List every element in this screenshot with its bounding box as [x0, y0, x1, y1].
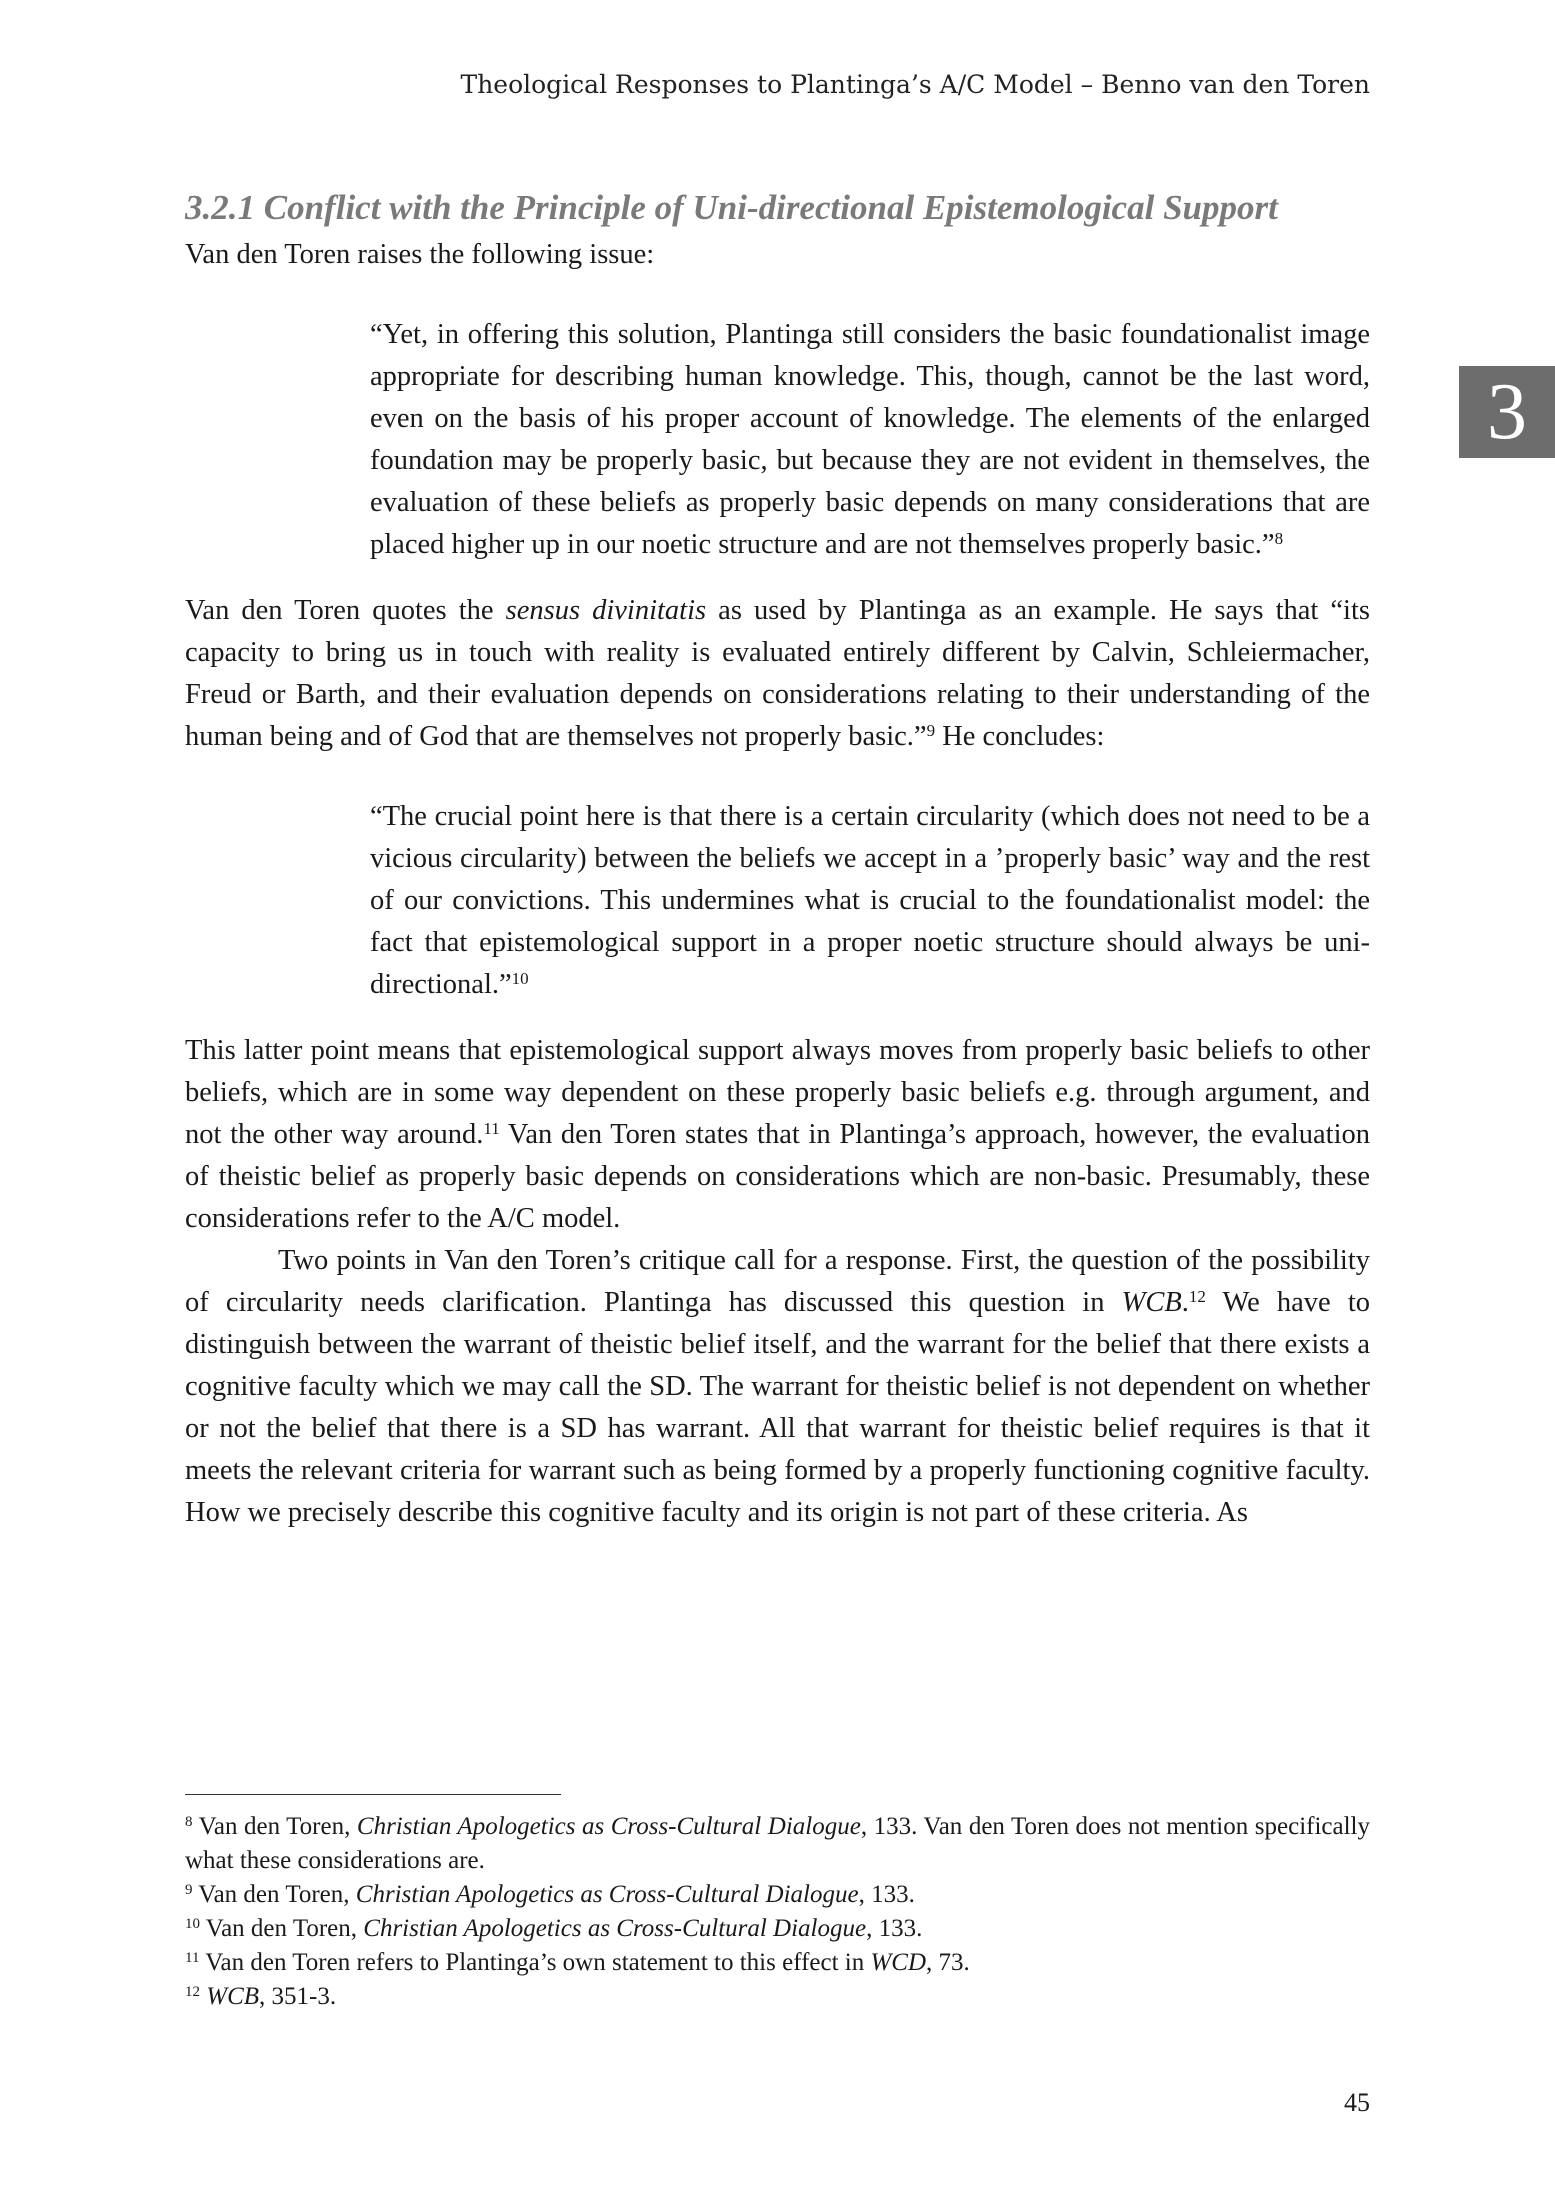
footnote-text: Van den Toren, [192, 1813, 357, 1840]
footnote-text: Van den Toren refers to Plantinga’s own statement to this effect in [199, 1949, 871, 1976]
footnote-text: , 133. [866, 1915, 923, 1942]
paragraph-intro: Van den Toren raises the following issue: [185, 238, 655, 270]
footnote [185, 1912, 1370, 1946]
footnote [185, 1878, 1370, 1912]
footnote-ref: 9 [926, 720, 936, 740]
footnote [185, 1946, 1370, 1980]
footnote [185, 1980, 1370, 2014]
paragraph-text: . [1181, 1286, 1189, 1318]
footnote-text: Van den Toren, [192, 1881, 356, 1908]
paragraph-sensus [185, 590, 1370, 758]
footnote-title: Christian Apologetics as Cross-Cultural Dialogue [363, 1915, 867, 1942]
footnote-title: Christian Apologetics as Cross-Cultural Dialogue [356, 1813, 861, 1840]
footnote-title: WCD [870, 1949, 927, 1976]
paragraph-text: Van den Toren quotes the [185, 594, 506, 626]
footnote-text: , 133. Van den Toren does not mention specifically what these considerations are. [185, 1813, 1370, 1874]
footnote-title: Christian Apologetics as Cross-Cultural Dialogue [355, 1881, 859, 1908]
footnote-title: WCB [206, 1983, 260, 2010]
block-quote-2 [370, 796, 1370, 1006]
footnote-ref: 10 [511, 968, 529, 988]
footnote-ref: 12 [1188, 1286, 1206, 1306]
footnote-divider [185, 1794, 561, 1795]
footnote-number: 10 [185, 1916, 200, 1932]
emphasis-text: WCB [1121, 1286, 1182, 1318]
paragraph-text: as used by Plantinga as an example. He says that “its capacity to bring us in touch with reality is evaluated entirely different by Calvin, Schleiermacher, Freud or Barth, and their evaluation depends on considerations relating to their understanding of the human being and of God that are themselves not properly basic.” [185, 594, 1370, 752]
main-content [185, 180, 1370, 1534]
footnote-text: , 73. [926, 1949, 970, 1976]
paragraph-text: He concludes: [935, 720, 1105, 752]
footnote-number: 11 [185, 1950, 200, 1966]
emphasis-text: sensus divinitatis [505, 594, 707, 626]
footnote-number: 12 [185, 1984, 200, 2000]
page-number: 45 [1344, 2088, 1370, 2117]
footnote-text: , 351-3. [259, 1983, 337, 2010]
block-quote-1 [370, 314, 1370, 566]
quote-text: “Yet, in offering this solution, Plantinga still considers the basic foundationalist image appropriate for describing human knowledge. This, though, cannot be the last word, even on the basis of his proper account of knowledge. The elements of the enlarged foundation may be properly basic, but because they are not evident in themselves, the evaluation of these beliefs as properly basic depends on many considerations that are placed higher up in our noetic structure and are not themselves properly basic.” [370, 318, 1370, 560]
footnote-text: , 133. [858, 1881, 915, 1908]
quote-text: “The crucial point here is that there is a certain circularity (which does not need to be a vicious circularity) between the beliefs we accept in a ’properly basic’ way and the rest of our convictions. This undermines what is crucial to the foundationalist model: the fact that epistemological support in a proper noetic structure should always be uni-directional.” [370, 800, 1370, 1000]
chapter-tab: 3 [1459, 366, 1555, 458]
footnote-ref: 8 [1274, 528, 1284, 548]
footnote-number: 8 [185, 1814, 193, 1830]
paragraph-text: This latter point means that epistemological support always moves from properly basic beliefs to other beliefs, which are in some way dependent on these properly basic beliefs e.g. through argument, and not the other way around. [185, 1034, 1370, 1150]
section-heading: 3.2.1 Conflict with the Principle of Uni-directional Epistemological Support [185, 188, 1278, 227]
footnote-text: Van den Toren, [200, 1915, 364, 1942]
footnote [185, 1810, 1370, 1878]
paragraph-text: Two points in Van den Toren’s critique call for a response. First, the question of the possibility of circularity needs clarification. Plantinga has discussed this question in [185, 1244, 1370, 1318]
paragraph-text: Van den Toren states that in Plantinga’s approach, however, the evaluation of theistic belief as properly basic depends on considerations which are non-basic. Presumably, these considerations refer to the A/C model. [185, 1118, 1370, 1234]
footnote-number: 9 [185, 1882, 193, 1898]
paragraph-text: We have to distinguish between the warrant of theistic belief itself, and the warrant for the belief that there exists a cognitive faculty which we may call the SD. The warrant for theistic belief is not dependent on whether or not the belief that there is a SD has warrant. All that warrant for theistic belief requires is that it meets the relevant criteria for warrant such as being formed by a properly functioning cognitive faculty. How we precisely describe this cognitive faculty and its origin is not part of these criteria. As [185, 1286, 1370, 1528]
footnotes [185, 1810, 1370, 2014]
paragraph-two-points [185, 1240, 1370, 1534]
running-header: Theological Responses to Plantinga’s A/C Model – Benno van den Toren [460, 70, 1370, 99]
paragraph-latter-point [185, 1030, 1370, 1240]
footnote-ref: 11 [483, 1118, 500, 1138]
